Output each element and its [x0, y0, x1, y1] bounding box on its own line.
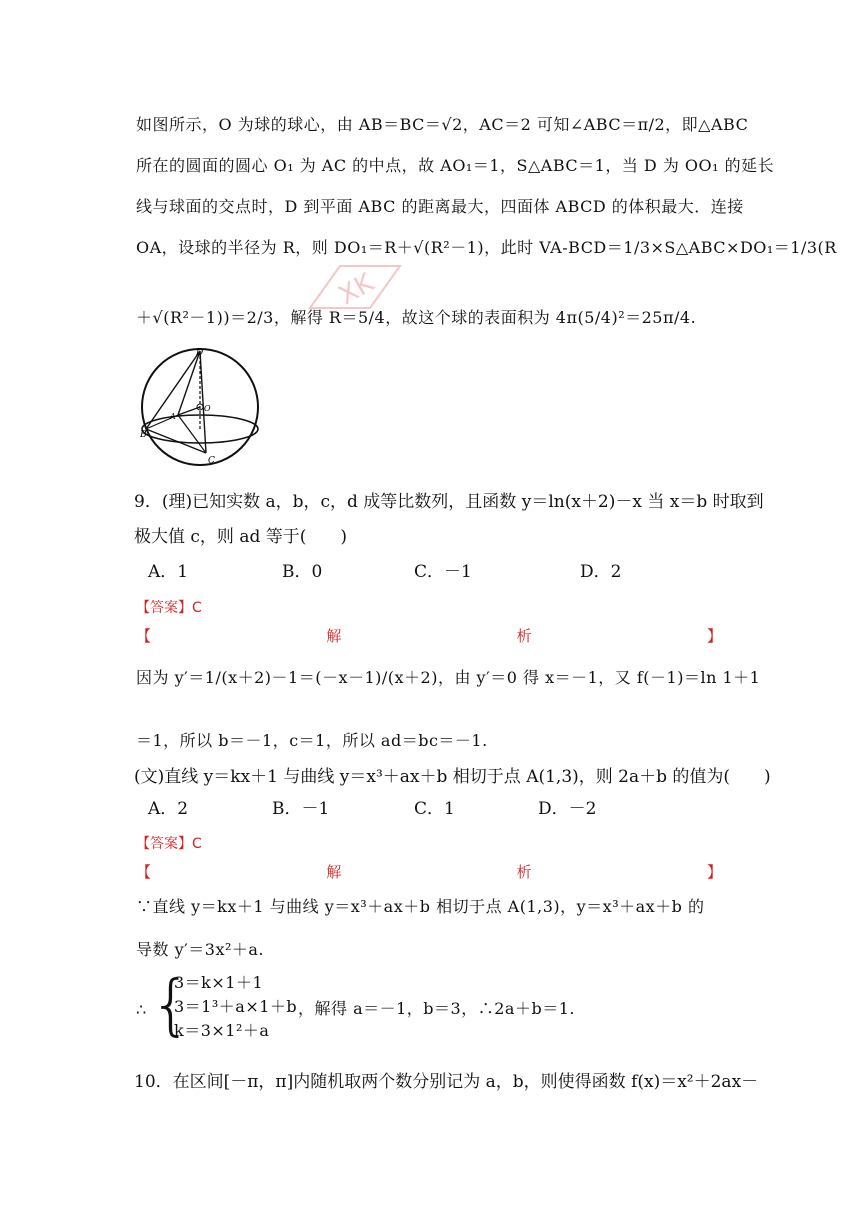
solution-line-4: OA，设球的半径为 R，则 DO₁＝R＋√(R²－1)，此时 VA-BCD＝1/3×S△ABC×DO₁＝1/3(R — [136, 238, 837, 257]
bracket-open: 【 — [136, 627, 152, 645]
q9w-option-d: D．－2 — [538, 799, 597, 819]
svg-text:XK: XK — [333, 267, 379, 312]
q9-solution-line-1: 因为 y′＝1/(x＋2)－1＝(－x－1)/(x＋2)，由 y′＝0 得 x＝－1，又 f(－1)＝ln 1＋1 — [136, 668, 761, 687]
q9w-answer: 【答案】C — [136, 836, 202, 852]
equation-3: k＝3×1²＋a — [174, 1021, 270, 1040]
q9w-solution-line-1: ∵直线 y＝kx＋1 与曲线 y＝x³＋ax＋b 相切于点 A(1,3)，y＝x³＋ax＋b 的 — [136, 897, 705, 916]
q9w-solution-line-2: 导数 y′＝3x²＋a. — [136, 940, 265, 959]
q9w-analysis-heading — [136, 861, 722, 882]
left-brace: { — [150, 966, 192, 1043]
solution-line-2: 所在的圆面的圆心 O₁ 为 AC 的中点，故 AO₁＝1，S△ABC＝1，当 D 为 OO₁ 的延长 — [136, 156, 775, 175]
q9w-option-b: B．－1 — [272, 799, 330, 819]
therefore-symbol: ∴ — [136, 1000, 147, 1019]
bracket-close: 】 — [706, 627, 722, 645]
q9-analysis-heading — [136, 625, 722, 646]
analysis-char-2: 析 — [516, 627, 532, 645]
bracket-close: 】 — [706, 863, 722, 881]
solution-line-5: ＋√(R²－1))＝2/3，解得 R＝5/4，故这个球的表面积为 4π(5/4)²＝25π/4. — [136, 308, 697, 327]
q9-option-a: A．1 — [148, 562, 189, 582]
q9-answer: 【答案】C — [136, 600, 202, 616]
analysis-char-1: 解 — [326, 863, 342, 881]
q9-option-d: D．2 — [580, 562, 622, 582]
q9-option-b: B．0 — [282, 562, 323, 582]
q9-line-1: 9．(理)已知实数 a，b，c，d 成等比数列，且函数 y＝ln(x＋2)－x 当 x＝b 时取到 — [134, 492, 764, 512]
solution-line-3: 线与球面的交点时，D 到平面 ABC 的距离最大，四面体 ABCD 的体积最大．连接 — [136, 197, 744, 216]
analysis-char-2: 析 — [516, 863, 532, 881]
analysis-char-1: 解 — [326, 627, 342, 645]
q9-option-c: C．－1 — [414, 562, 472, 582]
solution-line-1: 如图所示，O 为球的球心，由 AB＝BC＝√2，AC＝2 可知∠ABC＝π/2，即△ABC — [136, 115, 749, 134]
equation-2: 3＝1³＋a×1＋b — [174, 997, 298, 1016]
bracket-open: 【 — [136, 863, 152, 881]
label-b: B — [140, 430, 147, 440]
q9w-option-c: C．1 — [414, 799, 455, 819]
label-o: O — [204, 404, 211, 413]
equation-1: 3＝k×1＋1 — [174, 973, 264, 992]
system-result: ，解得 a＝－1，b＝3，∴2a＋b＝1. — [298, 999, 575, 1018]
q9w-option-a: A．2 — [148, 799, 189, 819]
q9-solution-line-2: ＝1，所以 b＝－1，c＝1，所以 ad＝bc＝－1. — [136, 731, 488, 750]
label-a: A — [170, 412, 176, 421]
q9-line-2: 极大值 c，则 ad 等于( ) — [134, 527, 348, 547]
q10-line-1: 10．在区间[－π，π]内随机取两个数分别记为 a，b，则使得函数 f(x)＝x²＋2ax－ — [134, 1072, 759, 1092]
label-d: D — [196, 348, 204, 358]
q9w-line-1: (文)直线 y＝kx＋1 与曲线 y＝x³＋ax＋b 相切于点 A(1,3)，则 2a＋b 的值为( ) — [134, 767, 771, 787]
watermark-logo — [300, 258, 410, 318]
label-c: C — [208, 456, 215, 466]
sphere-figure — [138, 345, 268, 473]
